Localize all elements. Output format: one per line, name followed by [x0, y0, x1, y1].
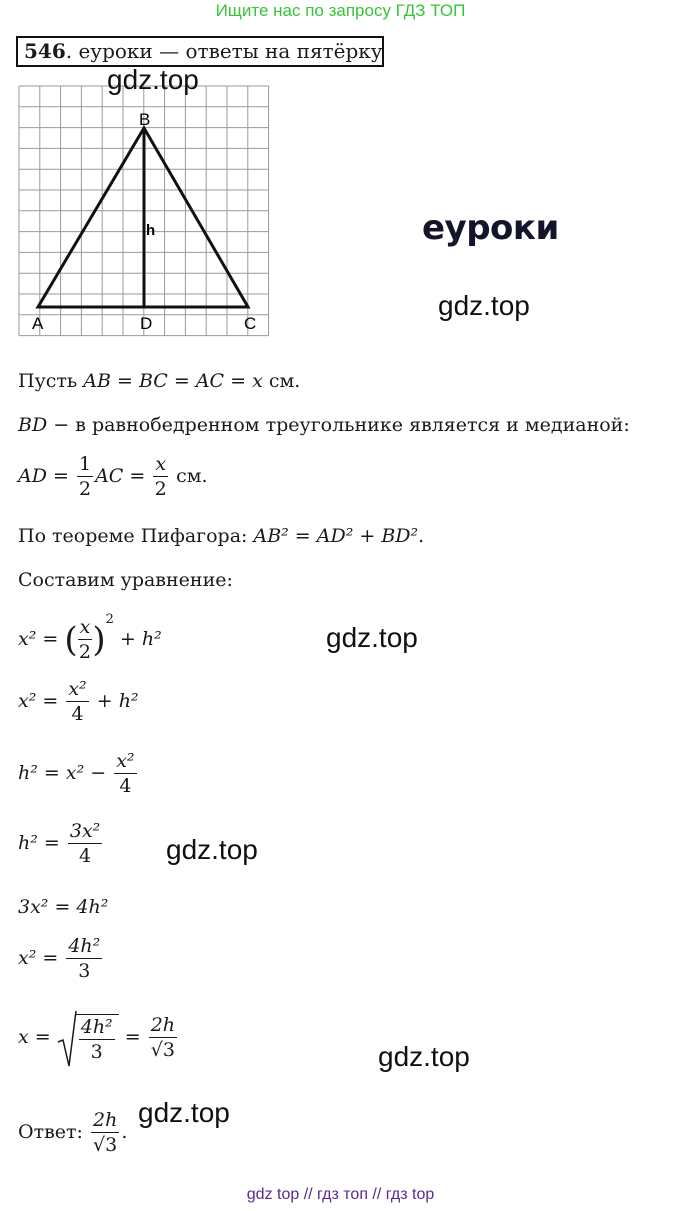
brand-logo: еуроки: [422, 208, 559, 248]
pythagoras-math: AB² = AD² + BD².: [253, 525, 425, 547]
watermark: gdz.top: [326, 622, 418, 653]
equation-lhs: x² =: [18, 947, 59, 969]
let-math: AB = BC = AC = x: [83, 370, 263, 392]
solution-let-line: [18, 372, 300, 391]
fraction-x2-4: [114, 752, 136, 796]
fraction-numerator: x: [155, 453, 167, 475]
solution-median-line: [18, 416, 630, 435]
fraction-x2-4: [66, 680, 88, 724]
vertex-b-label: B: [139, 110, 151, 129]
footer-links: gdz top // гдз топ // гдз top: [246, 1186, 435, 1203]
square-root: [57, 1014, 119, 1062]
answer-line: [18, 1111, 127, 1155]
triangle-figure: [15, 82, 275, 352]
watermark: gdz.top: [138, 1097, 230, 1128]
fraction-denominator: √3: [93, 1134, 118, 1156]
solution-ad-line: [18, 455, 208, 499]
fraction-denominator: 4: [119, 775, 132, 797]
search-banner: Ищите нас по запросу ГДЗ ТОП: [215, 1, 466, 20]
fraction-denominator: 2: [78, 641, 92, 663]
equation-7: [18, 1014, 179, 1062]
equation-3: [18, 752, 139, 796]
radical-sign: [57, 1010, 77, 1070]
fraction-numerator: x²: [116, 750, 135, 772]
equation-4: [18, 822, 104, 866]
fraction-one-half: [77, 455, 93, 499]
pythagoras-text: По теореме Пифагора:: [18, 525, 254, 547]
fraction-numerator: 2h: [92, 1109, 118, 1131]
exponent: 2: [105, 612, 114, 627]
solution-make-equation: Составим уравнение:: [18, 569, 233, 591]
fraction-denominator: √3: [150, 1039, 175, 1061]
task-title: [16, 36, 384, 67]
fraction-2h-sqrt3: [91, 1111, 119, 1155]
task-title-text: . еуроки — ответы на пятёрку: [65, 39, 383, 63]
triangle-drawing: [15, 82, 275, 352]
fraction-denominator: 4: [71, 703, 84, 725]
point-d-label: D: [140, 314, 153, 333]
vertex-a-label: A: [32, 314, 44, 333]
unit-cm: см.: [176, 465, 208, 487]
answer-label: Ответ:: [18, 1121, 89, 1143]
equation-lhs: x² =: [18, 690, 59, 712]
equation-5: 3x² = 4h²: [18, 896, 109, 918]
fraction-3x2-4: [68, 822, 102, 866]
fraction-numerator: x²: [68, 678, 87, 700]
fraction-numerator: 2h: [150, 1014, 176, 1036]
equals-sign: =: [124, 1026, 141, 1048]
fraction-x-half: [78, 618, 93, 662]
watermark: gdz.top: [438, 290, 530, 321]
fraction-x-half: [153, 455, 168, 499]
ad-lhs: AD =: [18, 465, 69, 487]
height-h-label: h: [146, 222, 156, 239]
fraction-numerator: 4h²: [80, 1016, 113, 1038]
let-intro: Пусть: [18, 370, 84, 392]
fraction-4h2-3: [79, 1018, 115, 1062]
fraction-numerator: 4h²: [68, 935, 101, 957]
fraction-denominator: 2: [78, 478, 92, 500]
task-number: 546: [24, 39, 66, 63]
watermark: gdz.top: [107, 64, 199, 95]
ac-term: AC =: [95, 465, 146, 487]
fraction-denominator: 2: [154, 478, 167, 500]
answer-dot: .: [121, 1121, 128, 1143]
left-paren: (: [64, 620, 78, 660]
equation-lhs: h² = x² −: [18, 762, 107, 784]
equation-lhs: x² =: [18, 628, 59, 650]
vertex-c-label: C: [244, 314, 257, 333]
solution-pythagoras-line: [18, 527, 424, 546]
radicand: [75, 1014, 119, 1062]
fraction-2h-sqrt3: [149, 1016, 177, 1060]
fraction-numerator: 1: [78, 453, 92, 475]
watermark: gdz.top: [378, 1041, 470, 1072]
equation-1: [18, 613, 162, 662]
equation-lhs: h² =: [18, 832, 60, 854]
fraction-4h2-3: [66, 937, 102, 981]
bd-text: − в равнобедренном треугольнике является и медианой:: [47, 414, 630, 436]
fraction-denominator: 4: [79, 845, 92, 867]
equation-tail: + h²: [96, 690, 139, 712]
bd-math: BD: [18, 414, 48, 436]
right-paren: ): [92, 620, 106, 660]
watermark: gdz.top: [166, 834, 258, 865]
equation-tail: + h²: [119, 628, 162, 650]
fraction-denominator: 3: [78, 960, 91, 982]
fraction-numerator: x: [79, 616, 91, 638]
equation-6: [18, 937, 104, 981]
equation-lhs: x =: [18, 1026, 51, 1048]
fraction-numerator: 3x²: [69, 820, 101, 842]
unit-cm: см.: [262, 370, 301, 392]
equation-2: [18, 680, 139, 724]
fraction-denominator: 3: [90, 1041, 103, 1063]
